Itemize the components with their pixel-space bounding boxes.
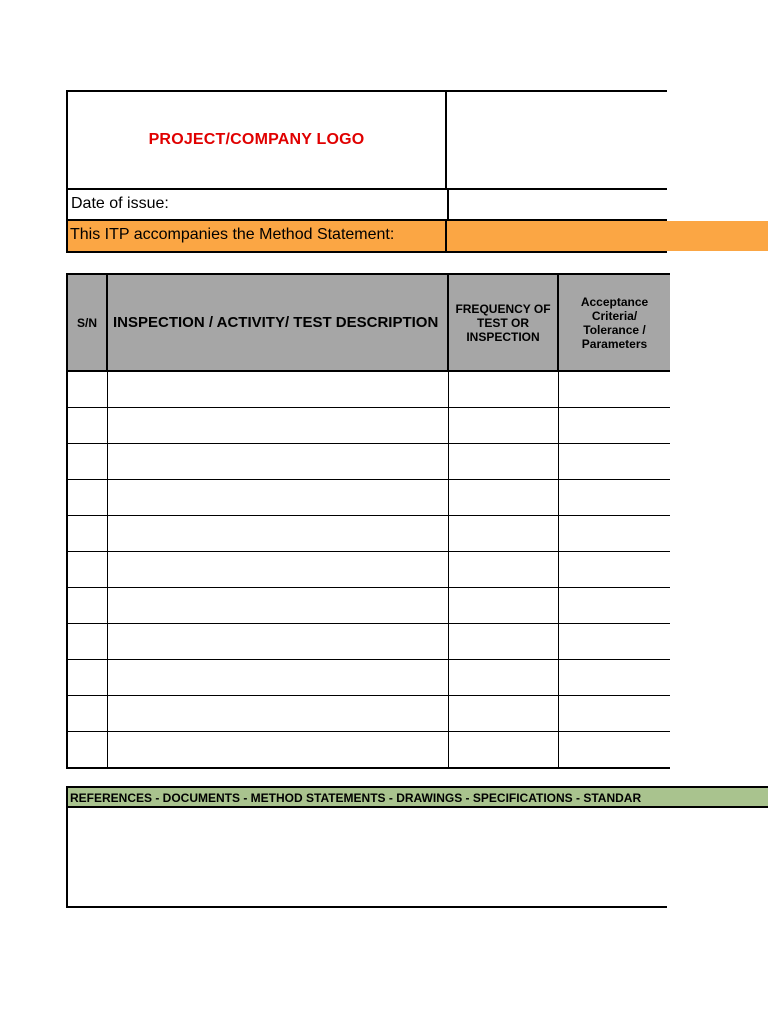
date-of-issue-label: Date of issue: <box>71 195 169 212</box>
col-header-acceptance <box>558 274 670 371</box>
cell-acceptance[interactable] <box>558 624 670 660</box>
cell-frequency[interactable] <box>448 480 558 516</box>
itp-header <box>66 90 768 253</box>
table-row <box>67 408 670 444</box>
method-statement-label: This ITP accompanies the Method Statement: <box>70 226 395 243</box>
cell-description[interactable] <box>107 552 448 588</box>
cell-description[interactable] <box>107 660 448 696</box>
col-header-acceptance-line: Acceptance <box>580 294 649 309</box>
cell-sn[interactable] <box>67 552 107 588</box>
table-row <box>67 444 670 480</box>
cell-frequency[interactable] <box>448 696 558 732</box>
cell-sn[interactable] <box>67 480 107 516</box>
cell-acceptance[interactable] <box>558 408 670 444</box>
table-row <box>67 516 670 552</box>
method-statement-value-cell[interactable] <box>447 221 768 251</box>
method-statement-label-cell <box>66 221 447 251</box>
table-row <box>67 480 670 516</box>
cell-description[interactable] <box>107 371 448 408</box>
col-header-sn: S/N <box>67 274 107 371</box>
cell-sn[interactable] <box>67 732 107 769</box>
cell-acceptance[interactable] <box>558 371 670 408</box>
cell-sn[interactable] <box>67 444 107 480</box>
col-header-frequency-line: FREQUENCY OF <box>455 301 551 316</box>
cell-description[interactable] <box>107 732 448 769</box>
date-row <box>66 190 667 219</box>
cell-acceptance[interactable] <box>558 660 670 696</box>
cell-sn[interactable] <box>67 624 107 660</box>
cell-description[interactable] <box>107 480 448 516</box>
cell-frequency[interactable] <box>448 732 558 769</box>
divider <box>66 251 667 253</box>
cell-sn[interactable] <box>67 516 107 552</box>
method-statement-row <box>66 221 768 251</box>
inspection-table <box>66 273 670 769</box>
cell-sn[interactable] <box>67 696 107 732</box>
cell-frequency[interactable] <box>448 624 558 660</box>
table-body <box>67 371 670 768</box>
cell-description[interactable] <box>107 444 448 480</box>
cell-acceptance[interactable] <box>558 516 670 552</box>
col-header-acceptance-line: Tolerance / <box>583 322 646 337</box>
cell-description[interactable] <box>107 588 448 624</box>
references-body[interactable] <box>66 808 667 908</box>
cell-frequency[interactable] <box>448 552 558 588</box>
header-right-cell[interactable] <box>447 90 667 188</box>
table-row <box>67 624 670 660</box>
references-heading: REFERENCES - DOCUMENTS - METHOD STATEMENTS - DRAWINGS - SPECIFICATIONS - STANDAR <box>70 791 642 805</box>
cell-sn[interactable] <box>67 371 107 408</box>
cell-frequency[interactable] <box>448 588 558 624</box>
col-header-acceptance-line: Criteria/ <box>591 308 638 323</box>
cell-frequency[interactable] <box>448 371 558 408</box>
table-row <box>67 371 670 408</box>
col-header-description: INSPECTION / ACTIVITY/ TEST DESCRIPTION <box>107 274 448 371</box>
logo-cell <box>66 90 447 188</box>
cell-frequency[interactable] <box>448 444 558 480</box>
cell-description[interactable] <box>107 516 448 552</box>
cell-acceptance[interactable] <box>558 588 670 624</box>
cell-acceptance[interactable] <box>558 732 670 769</box>
references-heading-bar <box>66 786 768 808</box>
inspection-table-wrapper <box>66 273 667 769</box>
cell-frequency[interactable] <box>448 408 558 444</box>
cell-sn[interactable] <box>67 408 107 444</box>
cell-description[interactable] <box>107 696 448 732</box>
cell-acceptance[interactable] <box>558 552 670 588</box>
col-header-frequency-line: TEST OR <box>476 315 529 330</box>
logo-placeholder: PROJECT/COMPANY LOGO <box>148 131 365 148</box>
table-row <box>67 696 670 732</box>
table-row <box>67 588 670 624</box>
cell-frequency[interactable] <box>448 516 558 552</box>
table-row <box>67 552 670 588</box>
cell-acceptance[interactable] <box>558 696 670 732</box>
references-section <box>66 786 667 908</box>
divider <box>447 190 449 219</box>
cell-sn[interactable] <box>67 660 107 696</box>
cell-sn[interactable] <box>67 588 107 624</box>
table-row <box>67 660 670 696</box>
cell-description[interactable] <box>107 408 448 444</box>
cell-acceptance[interactable] <box>558 480 670 516</box>
col-header-frequency-line: INSPECTION <box>466 329 540 344</box>
cell-frequency[interactable] <box>448 660 558 696</box>
col-header-frequency <box>448 274 558 371</box>
cell-description[interactable] <box>107 624 448 660</box>
table-header-row <box>67 274 670 371</box>
col-header-acceptance-line: Parameters <box>581 336 648 351</box>
cell-acceptance[interactable] <box>558 444 670 480</box>
table-row <box>67 732 670 769</box>
